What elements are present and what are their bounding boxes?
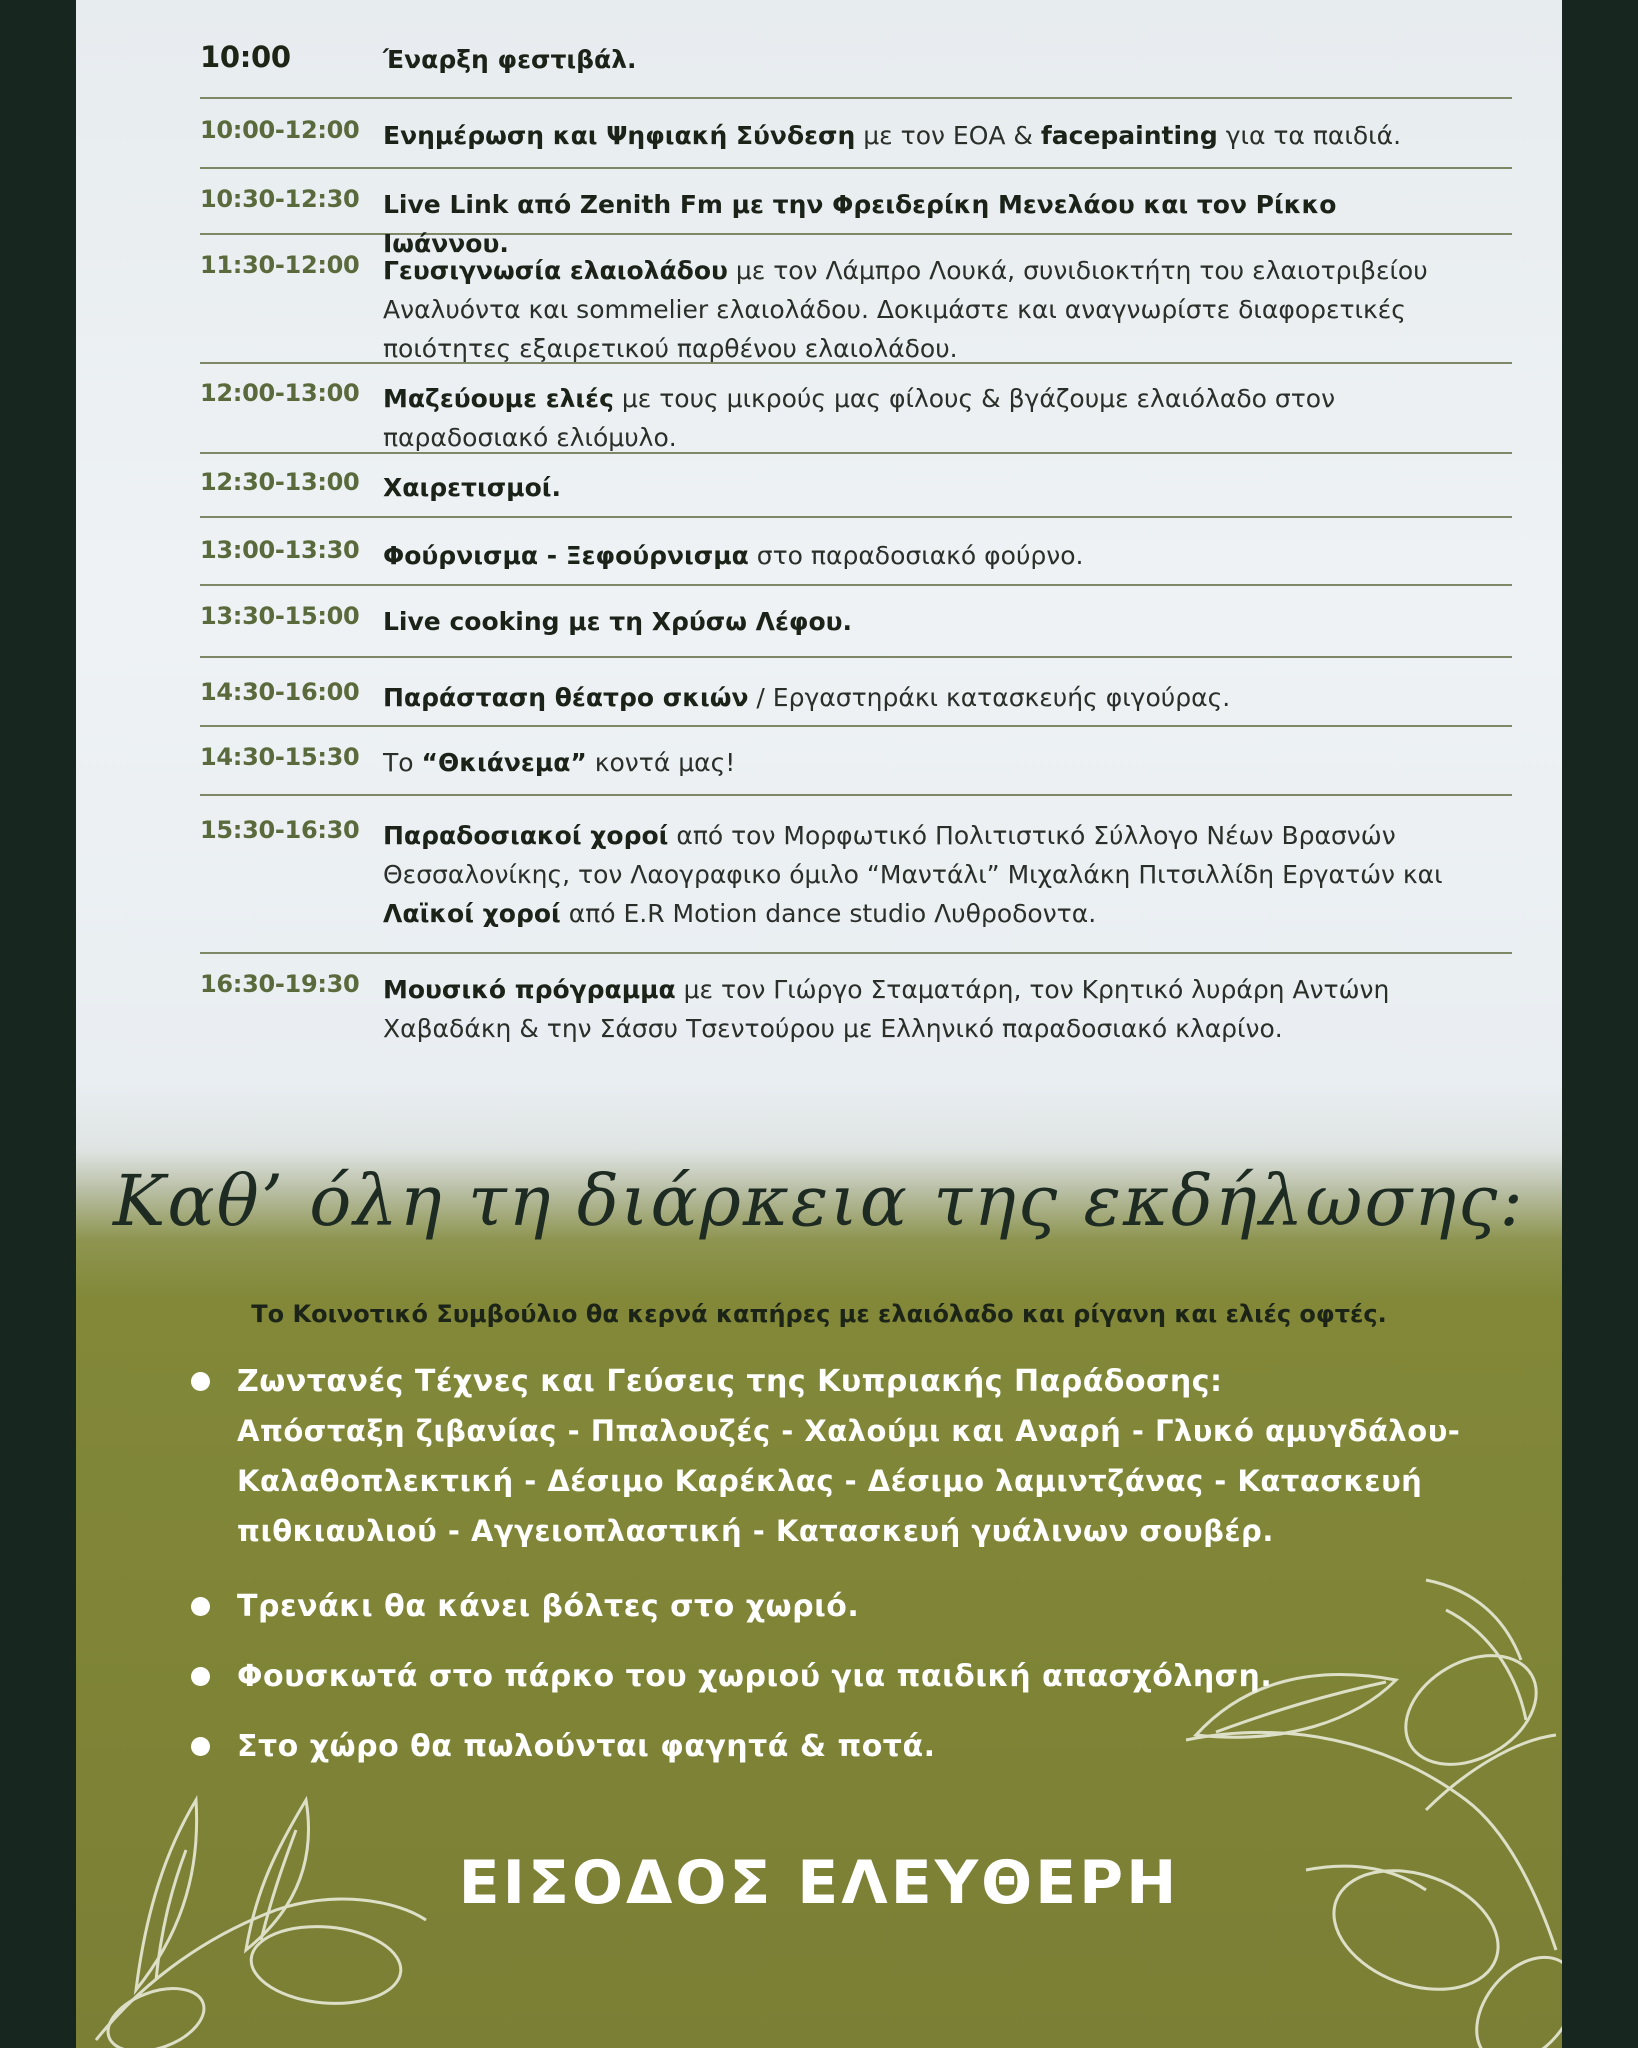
schedule-row bbox=[200, 727, 1512, 796]
schedule-time: 14:30-16:00 bbox=[200, 678, 360, 706]
description-segment: για τα παιδιά. bbox=[1217, 121, 1402, 150]
bullet-dot-icon bbox=[191, 1667, 210, 1686]
schedule-row bbox=[200, 0, 1512, 99]
bullet-dot-icon bbox=[191, 1597, 210, 1616]
description-segment: Μαζεύουμε ελιές bbox=[383, 384, 614, 413]
schedule-time: 15:30-16:30 bbox=[200, 816, 360, 844]
schedule-row bbox=[200, 586, 1512, 658]
schedule-row bbox=[200, 454, 1512, 518]
schedule-description bbox=[383, 743, 1443, 794]
schedule-time: 14:30-15:30 bbox=[200, 743, 360, 771]
description-segment: Live Link από Zenith Fm με την Φρειδερίκη Μενελάου και τον Ρίκκο Ιωάννου. bbox=[383, 190, 1337, 258]
schedule-description bbox=[383, 116, 1443, 167]
schedule-row bbox=[200, 364, 1512, 454]
schedule-description bbox=[383, 970, 1443, 1094]
description-segment: Παράσταση θέατρο σκιών bbox=[383, 683, 749, 712]
community-note: Το Κοινοτικό Συμβούλιο θα κερνά καπήρες με ελαιόλαδο και ρίγανη και ελιές οφτές. bbox=[251, 1300, 1387, 1328]
description-segment: με τους μικρούς μας φίλους & βγάζουμε ελαιόλαδο στον παραδοσιακό ελιόμυλο. bbox=[383, 384, 1336, 452]
description-segment: Γευσιγνωσία ελαιολάδου bbox=[383, 256, 728, 285]
schedule-row bbox=[200, 796, 1512, 954]
schedule-description bbox=[383, 40, 863, 97]
bullet-dot-icon bbox=[191, 1372, 210, 1391]
description-segment: με τον Γιώργο Σταματάρη, τον Κρητικό λυράρη Αντώνη Χαβαδάκη & την Σάσσυ Τσεντούρου με Ελληνικό παραδοσιακό κλαρίνο. bbox=[383, 975, 1390, 1043]
throughout-heading: Καθ’ όλη τη διάρκεια της εκδήλωσης: bbox=[113, 1160, 1525, 1242]
activity-subline: πιθκιαυλιού - Αγγειοπλαστική - Κατασκευή γυάλινων σουβέρ. bbox=[237, 1514, 1274, 1548]
description-segment: με τον Λάμπρο Λουκά, συνιδιοκτήτη του ελαιοτριβείου Αναλυόντα και sommelier ελαιολάδου. Δοκιμάστε και αναγνωρίστε διαφορετικές ποιότητες εξαιρετικού παρθένου ελαιολάδου. bbox=[383, 256, 1428, 363]
schedule-row bbox=[200, 235, 1512, 364]
description-segment: στο παραδοσιακό φούρνο. bbox=[748, 541, 1084, 570]
description-segment: Ενημέρωση και Ψηφιακή Σύνδεση bbox=[383, 121, 856, 150]
description-segment: με τον ΕΟΑ & bbox=[855, 121, 1041, 150]
schedule-time: 10:30-12:30 bbox=[200, 185, 360, 213]
schedule-row bbox=[200, 658, 1512, 727]
description-segment: Live cooking με τη Χρύσω Λέφου. bbox=[383, 607, 853, 636]
activity-subline: Απόσταξη ζιβανίας - Ππαλουζές - Χαλούμι και Αναρή - Γλυκό αμυγδάλου- bbox=[237, 1414, 1461, 1448]
schedule-description bbox=[383, 536, 1443, 584]
activity-title: Ζωντανές Τέχνες και Γεύσεις της Κυπριακής Παράδοσης: bbox=[237, 1364, 1223, 1399]
schedule-time: 11:30-12:00 bbox=[200, 251, 360, 279]
description-segment: facepainting bbox=[1040, 121, 1218, 150]
olive-branch-illustration-left bbox=[76, 1790, 436, 2048]
description-segment: κοντά μας! bbox=[586, 748, 736, 777]
schedule-time: 12:00-13:00 bbox=[200, 379, 360, 407]
description-segment: από τον Μορφωτικό Πολιτιστικό Σύλλογο Νέων Βρασνών Θεσσαλονίκης, τον Λαογραφικο όμιλο “Μαντάλι” Μιχαλάκη Πιτσιλλίδη Εργατών και bbox=[383, 821, 1443, 889]
free-entry-title: ΕΙΣΟΔΟΣ ΕΛΕΥΘΕΡΗ bbox=[458, 1848, 1180, 1918]
schedule-description bbox=[383, 816, 1443, 952]
bullet-dot-icon bbox=[191, 1737, 210, 1756]
description-segment: Χαιρετισμοί. bbox=[383, 473, 561, 502]
schedule-row bbox=[200, 99, 1512, 169]
activity-title: Φουσκωτά στο πάρκο του χωριού για παιδική απασχόληση. bbox=[237, 1659, 1273, 1694]
schedule-row bbox=[200, 169, 1512, 258]
schedule-time: 13:30-15:00 bbox=[200, 602, 360, 630]
schedule-row bbox=[200, 518, 1512, 586]
activity-title: Τρενάκι θα κάνει βόλτες στο χωριό. bbox=[237, 1589, 860, 1624]
schedule-description bbox=[383, 251, 1443, 362]
description-segment: / Εργαστηράκι κατασκευής φιγούρας. bbox=[748, 683, 1231, 712]
activity-item bbox=[191, 1358, 1562, 1556]
description-segment: από E.R Motion dance studio Λυθροδοντα. bbox=[560, 899, 1097, 928]
activity-title: Στο χώρο θα πωλούνται φαγητά & ποτά. bbox=[237, 1729, 936, 1764]
schedule-description bbox=[383, 379, 1343, 452]
schedule-description bbox=[383, 185, 1443, 258]
schedule-time: 12:30-13:00 bbox=[200, 468, 360, 496]
description-segment: “Θκιάνεμα” bbox=[421, 748, 587, 777]
olive-branch-illustration-right bbox=[1126, 1570, 1562, 2048]
schedule-time: 13:00-13:30 bbox=[200, 536, 360, 564]
description-segment: Μουσικό πρόγραμμα bbox=[383, 975, 676, 1004]
description-segment: Έναρξη φεστιβάλ. bbox=[383, 45, 637, 74]
schedule-table bbox=[200, 0, 1512, 1094]
description-segment: Το bbox=[383, 748, 422, 777]
schedule-time: 16:30-19:30 bbox=[200, 970, 360, 998]
description-segment: Λαϊκοί χοροί bbox=[383, 899, 561, 928]
schedule-row bbox=[200, 954, 1512, 1094]
schedule-description bbox=[383, 678, 1443, 725]
festival-poster bbox=[76, 0, 1562, 2048]
schedule-description bbox=[383, 468, 1443, 516]
description-segment: Παραδοσιακοί χοροί bbox=[383, 821, 669, 850]
schedule-time: 10:00-12:00 bbox=[200, 116, 360, 144]
schedule-description bbox=[383, 602, 1443, 656]
activity-subline: Καλαθοπλεκτική - Δέσιμο Καρέκλας - Δέσιμο λαμιντζάνας - Κατασκευή bbox=[237, 1464, 1423, 1498]
schedule-time: 10:00 bbox=[200, 40, 291, 74]
description-segment: Φούρνισμα - Ξεφούρνισμα bbox=[383, 541, 749, 570]
